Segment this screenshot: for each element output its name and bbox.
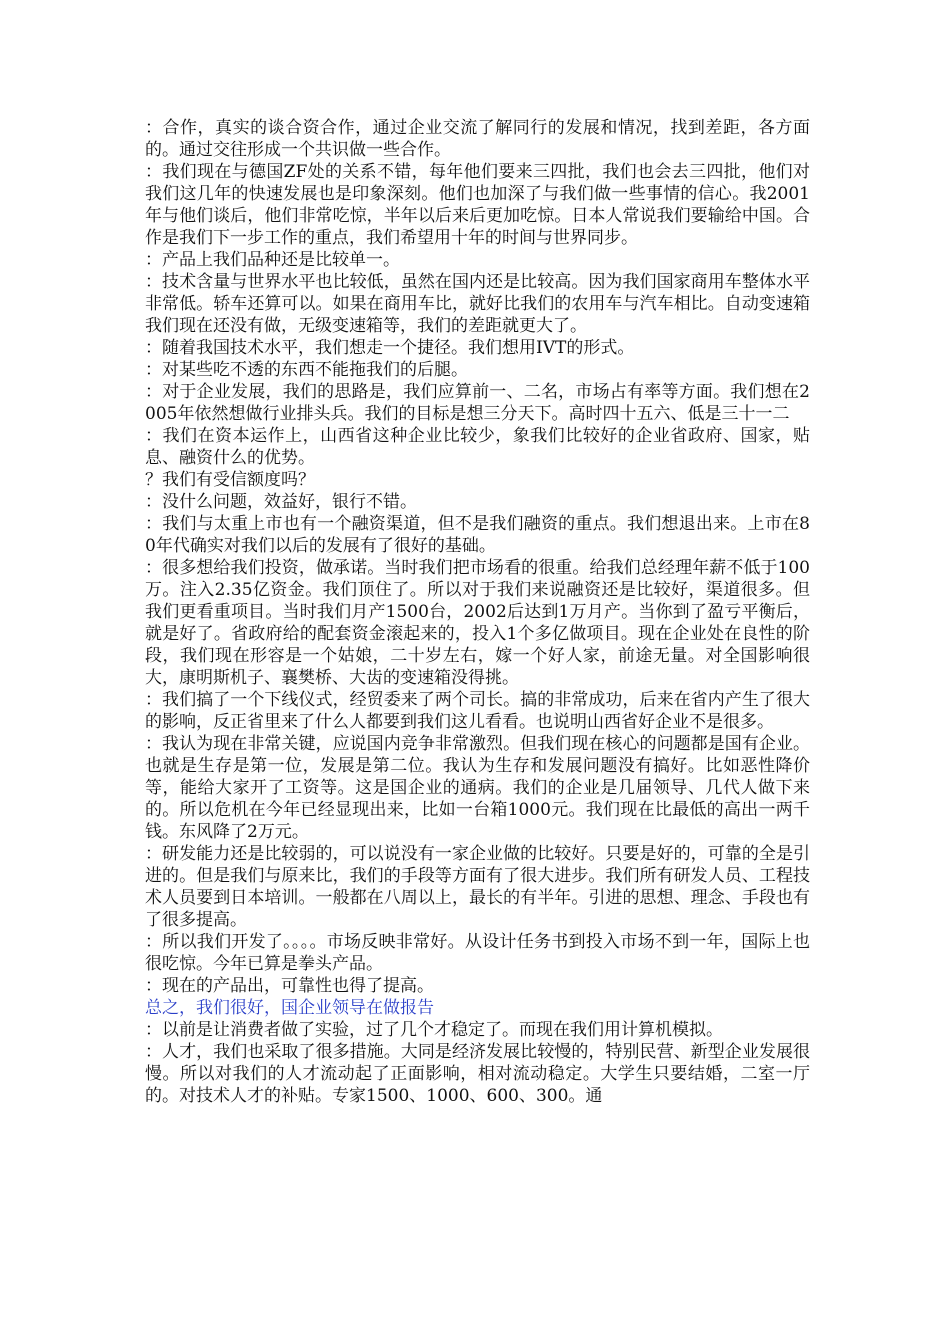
- paragraph-new-product: ：所以我们开发了。。。。市场反映非常好。从设计任务书到投入市场不到一年，国际上也很吃惊。今年已算是拳头产品。: [145, 932, 810, 974]
- paragraph-reliability: ：现在的产品出，可靠性也得了提高。: [145, 976, 434, 996]
- paragraph-rnd: ：研发能力还是比较弱的，可以说没有一家企业做的比较好。只要是好的，可靠的全是引进的。但是我们与原来比，我们的手段等方面有了很大进步。我们所有研发人员、工程技术人员要到日本培训。一般都在八周以上，最长的有半年。引进的思想、理念、手段也有了很多提高。: [145, 844, 810, 930]
- paragraph-simulation: ：以前是让消费者做了实验，过了几个才稳定了。而现在我们用计算机模拟。: [145, 1020, 723, 1040]
- paragraph-ivt: ：随着我国技术水平，我们想走一个捷径。我们想用IVT的形式。: [145, 338, 635, 358]
- paragraph-investment: ：很多想给我们投资，做承诺。当时我们把市场看的很重。给我们总经理年薪不低于100万。注入2.35亿资金。我们顶住了。所以对于我们来说融资还是比较好，渠道很多。但我们更看重项目。当时我们月产1500台，2002后达到1万月产。当你到了盈亏平衡后，就是好了。省政府给的配套资金滚起来的，投入1个多亿做项目。现在企业处在良性的阶段，我们现在形容是一个姑娘，二十岁左右，嫁一个好人家，前途无量。对全国影响很大，康明斯机子、襄樊桥、大齿的变速箱没得挑。: [145, 558, 810, 688]
- paragraph-no-drag: ：对某些吃不透的东西不能拖我们的后腿。: [145, 360, 468, 380]
- paragraph-talent: ：人才，我们也采取了很多措施。大同是经济发展比较慢的，特别民营、新型企业发展很慢。所以对我们的人才流动起了正面影响，相对流动稳定。大学生只要结婚，二室一厅的。对技术人才的补贴。专家1500、1000、600、300。通: [145, 1042, 810, 1106]
- paragraph-technology-level: ：技术含量与世界水平也比较低，虽然在国内还是比较高。因为我们国家商用车整体水平非常低。轿车还算可以。如果在商用车比，就好比我们的农用车与汽车相比。自动变速箱我们现在还没有做，无级变速箱等，我们的差距就更大了。: [145, 272, 810, 336]
- paragraph-zf-relations: ：我们现在与德国ZF处的关系不错，每年他们要来三四批，我们也会去三四批，他们对我们这几年的快速发展也是印象深刻。他们也加深了与我们做一些事情的信心。我2001年与他们谈后，他们非常吃惊，半年以后来后更加吃惊。日本人常说我们要输给中国。合作是我们下一步工作的重点，我们希望用十年的时间与世界同步。: [145, 162, 810, 248]
- summary-link[interactable]: 总之，我们很好，国企业领导在做报告: [145, 998, 434, 1018]
- paragraph-development-strategy: ：对于企业发展，我们的思路是，我们应算前一、二名，市场占有率等方面。我们想在2005年依然想做行业排头兵。我们的目标是想三分天下。高时四十五六、低是三十一二: [145, 382, 810, 424]
- paragraph-competition: ：我认为现在非常关键，应说国内竞争非常激烈。但我们现在核心的问题都是国有企业。也就是生存是第一位，发展是第二位。我认为生存和发展问题没有搞好。比如恶性降价等，能给大家开了工资等。这是国企业的通病。我们的企业是几届领导、几代人做下来的。所以危机在今年已经显现出来，比如一台箱1000元。我们现在比最低的高出一两千钱。东风降了2万元。: [145, 734, 810, 842]
- paragraph-listing: ：我们与太重上市也有一个融资渠道，但不是我们融资的重点。我们想退出来。上市在80年代确实对我们以后的发展有了很好的基础。: [145, 514, 810, 556]
- paragraph-cooperation: ：合作，真实的谈合资合作，通过企业交流了解同行的发展和情况，找到差距，各方面的。通过交往形成一个共识做一些合作。: [145, 118, 810, 160]
- document-page: [145, 117, 810, 1107]
- paragraph-credit-answer: ：没什么问题，效益好，银行不错。: [145, 492, 417, 512]
- paragraph-credit-question: ？我们有受信额度吗？: [145, 470, 315, 490]
- paragraph-product-variety: ：产品上我们品种还是比较单一。: [145, 250, 400, 270]
- paragraph-ceremony: ：我们搞了一个下线仪式，经贸委来了两个司长。搞的非常成功，后来在省内产生了很大的影响，反正省里来了什么人都要到我们这儿看看。也说明山西省好企业不是很多。: [145, 690, 810, 732]
- paragraph-capital-operation: ：我们在资本运作上，山西省这种企业比较少，象我们比较好的企业省政府、国家，贴息、融资什么的优势。: [145, 426, 810, 468]
